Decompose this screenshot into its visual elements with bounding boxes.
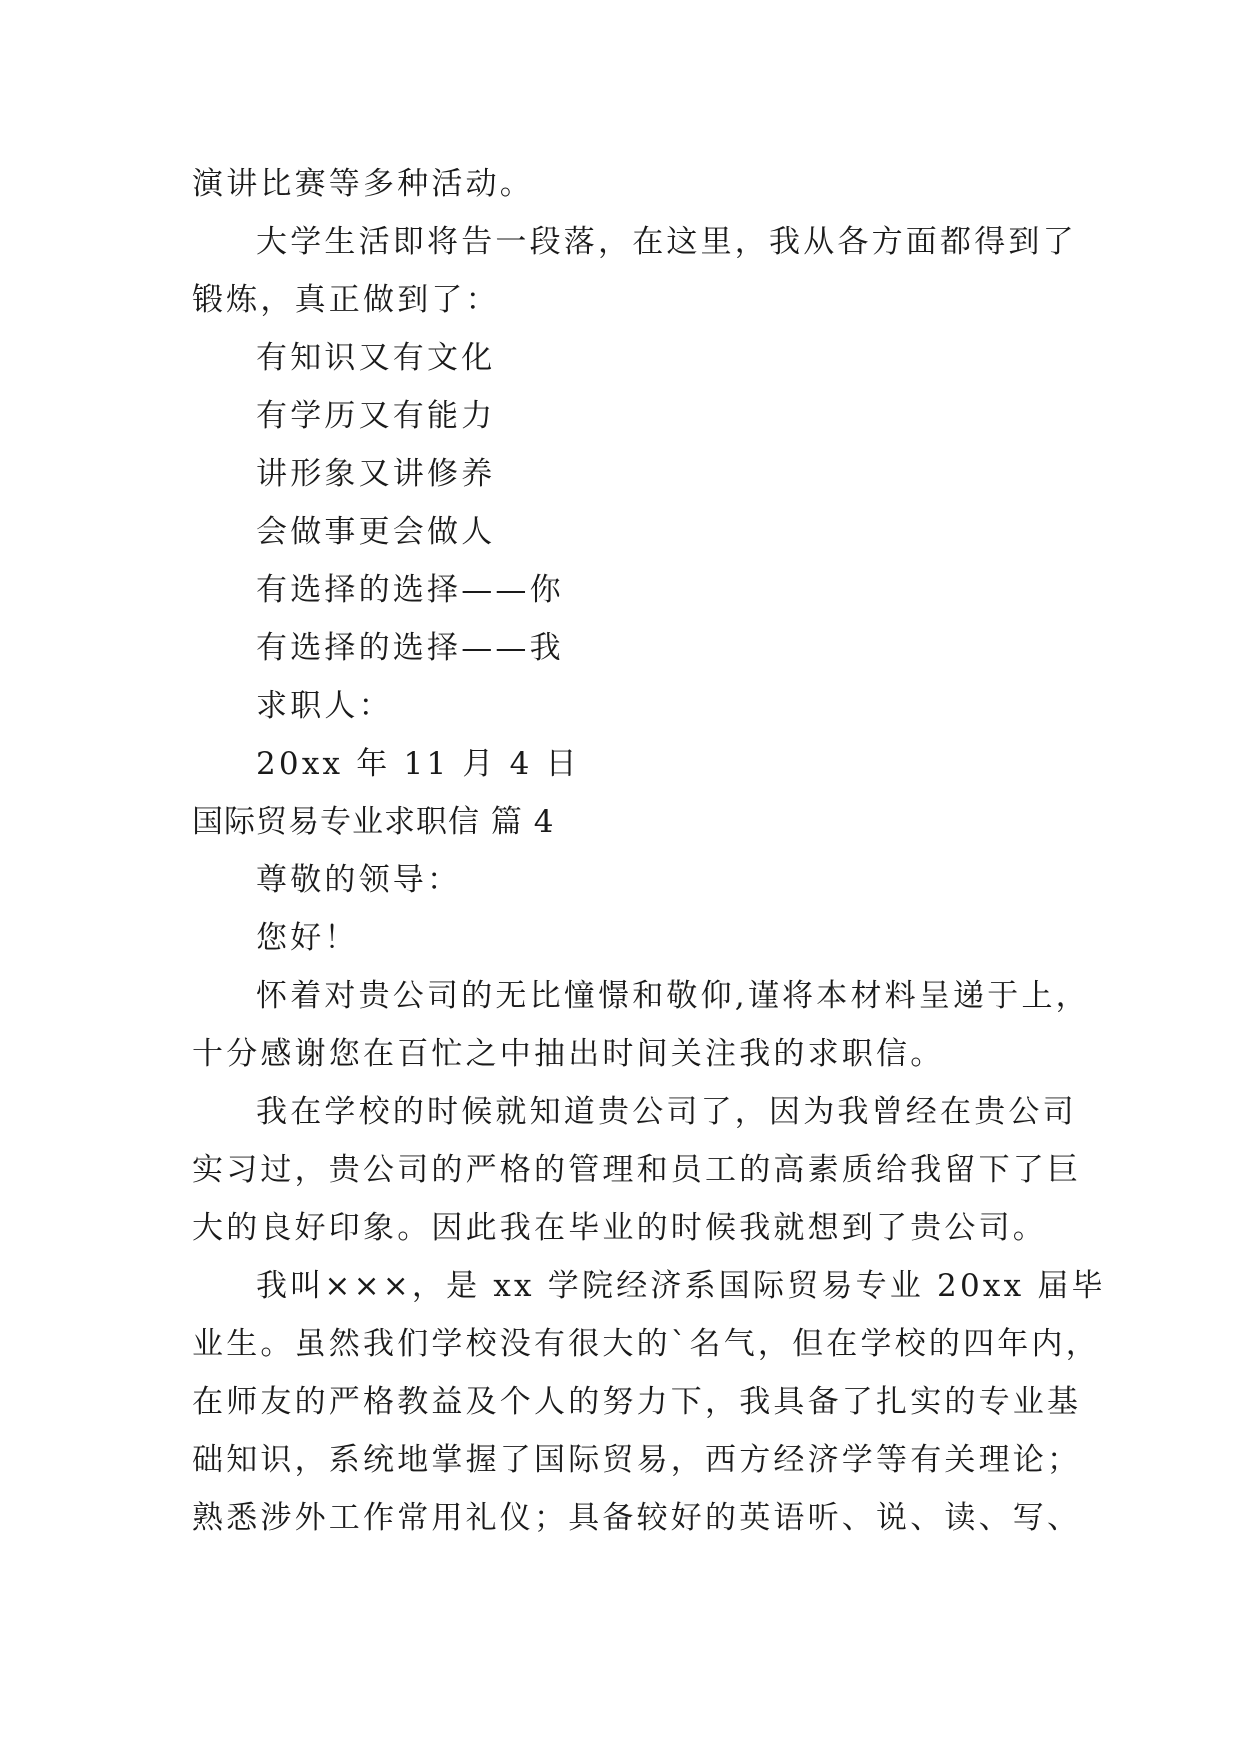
paragraph-line: 实习过，贵公司的严格的管理和员工的高素质给我留下了巨 xyxy=(192,1152,1082,1188)
paragraph-line: 业生。虽然我们学校没有很大的`名气，但在学校的四年内， xyxy=(192,1326,1100,1362)
paragraph-line: 在师友的严格教益及个人的努力下，我具备了扎实的专业基 xyxy=(192,1384,1082,1420)
list-line: 讲形象又讲修养 xyxy=(256,456,496,492)
paragraph-line: 我叫×××，是 xx 学院经济系国际贸易专业 20xx 届毕 xyxy=(256,1268,1106,1304)
list-line: 有知识又有文化 xyxy=(256,340,496,376)
paragraph-line: 十分感谢您在百忙之中抽出时间关注我的求职信。 xyxy=(192,1036,945,1072)
paragraph-line: 怀着对贵公司的无比憧憬和敬仰,谨将本材料呈递于上， xyxy=(256,978,1090,1014)
paragraph-line: 大的良好印象。因此我在毕业的时候我就想到了贵公司。 xyxy=(192,1210,1047,1246)
paragraph-line: 我在学校的时候就知道贵公司了，因为我曾经在贵公司 xyxy=(256,1094,1077,1130)
list-line: 有选择的选择——你 xyxy=(256,572,564,608)
paragraph-line: 锻炼，真正做到了： xyxy=(192,282,500,318)
salutation: 尊敬的领导： xyxy=(256,862,462,898)
signature-label: 求职人： xyxy=(256,688,393,724)
paragraph-line: 大学生活即将告一段落，在这里，我从各方面都得到了 xyxy=(256,224,1077,260)
list-line: 会做事更会做人 xyxy=(256,514,496,550)
section-heading: 国际贸易专业求职信 篇 4 xyxy=(192,804,555,840)
paragraph-line: 础知识，系统地掌握了国际贸易，西方经济学等有关理论； xyxy=(192,1442,1082,1478)
list-line: 有选择的选择——我 xyxy=(256,630,564,666)
greeting: 您好！ xyxy=(256,920,359,956)
signature-date: 20xx 年 11 月 4 日 xyxy=(256,746,580,782)
paragraph-continuation: 演讲比赛等多种活动。 xyxy=(192,166,534,202)
list-line: 有学历又有能力 xyxy=(256,398,496,434)
paragraph-line: 熟悉涉外工作常用礼仪；具备较好的英语听、说、读、写、 xyxy=(192,1500,1082,1536)
